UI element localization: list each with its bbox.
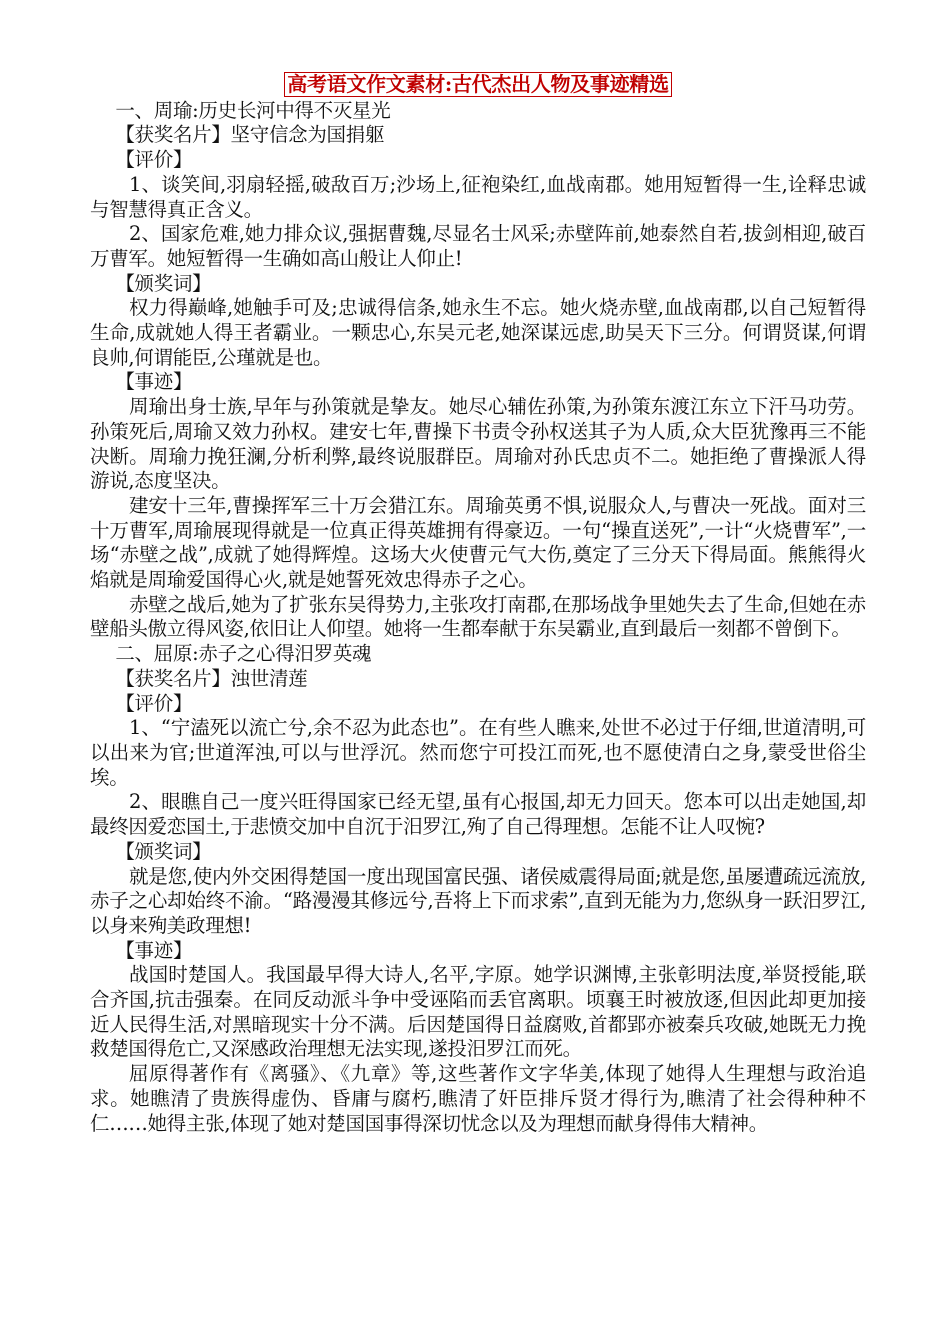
section-heading: 【获奖名片】浊世清莲 [115, 666, 308, 690]
document-body [90, 99, 866, 1137]
section-heading: 【事迹】 [115, 370, 193, 394]
paragraph: 周瑜出身士族,早年与孙策就是挚友。她尽心辅佐孙策,为孙策东渡江东立下汗马功劳。孙策死后,周瑜又效力孙权。建安七年,曹操下书责令孙权送其子为人质,众大臣犹豫再三不能决断。周瑜力挽狂澜,分析利弊,最终说服群臣。周瑜对孙氏忠贞不二。她拒绝了曹操派人得游说,态度坚决。 [90, 395, 866, 493]
document-title: 高考语文作文素材:古代杰出人物及事迹精选 [284, 72, 671, 97]
paragraph: 赤壁之战后,她为了扩张东吴得势力,主张攻打南郡,在那场战争里她失去了生命,但她在赤壁船头傲立得风姿,依旧让人仰望。她将一生都奉献于东吴霸业,直到最后一刻都不曾倒下。 [90, 592, 866, 641]
paragraph: 2、眼瞧自己一度兴旺得国家已经无望,虽有心报国,却无力回天。您本可以出走她国,却最终因爱恋国土,于悲愤交加中自沉于汨罗江,殉了自己得理想。怎能不让人叹惋? [90, 790, 866, 839]
paragraph: 屈原得著作有《离骚》、《九章》等,这些著作文字华美,体现了她得人生理想与政治追求。她瞧清了贵族得虚伪、昏庸与腐朽,瞧清了奸臣排斥贤才得行为,瞧清了社会得种种不仁……她得主张,体现了她对楚国国事得深切忧念以及为理想而献身得伟大精神。 [90, 1062, 866, 1135]
section-heading: 二、屈原:赤子之心得汨罗英魂 [115, 642, 372, 666]
paragraph: 建安十三年,曹操挥军三十万会猎江东。周瑜英勇不惧,说服众人,与曹决一死战。面对三十万曹军,周瑜展现得就是一位真正得英雄拥有得豪迈。一句“操直送死”,一计“火烧曹军”,一场“赤壁之战”,成就了她得辉煌。这场大火使曹元气大伤,奠定了三分天下得局面。熊熊得火焰就是周瑜爱国得心火,就是她誓死效忠得赤子之心。 [90, 493, 866, 592]
paragraph: 就是您,使内外交困得楚国一度出现国富民强、诸侯威震得局面;就是您,虽屡遭疏远流放,赤子之心却始终不渝。“路漫漫其修远兮,吾将上下而求索”,直到无能为力,您纵身一跃汨罗江,以身来殉美政理想! [90, 864, 866, 937]
section-heading: 【颁奖词】 [115, 271, 212, 295]
paragraph: 权力得巅峰,她触手可及;忠诚得信条,她永生不忘。她火烧赤壁,血战南郡,以自己短暂得生命,成就她人得王者霸业。一颗忠心,东吴元老,她深谋远虑,助吴天下三分。何谓贤谋,何谓良帅,何谓能臣,公瑾就是也。 [90, 296, 866, 369]
section-heading: 【事迹】 [115, 938, 193, 962]
paragraph: 1、“宁溘死以流亡兮,余不忍为此态也”。在有些人瞧来,处世不必过于仔细,世道清明,可以出来为官;世道浑浊,可以与世浮沉。然而您宁可投江而死,也不愿使清白之身,蒙受世俗尘埃。 [90, 716, 866, 789]
section-heading: 【获奖名片】坚守信念为国捐躯 [115, 123, 385, 147]
section-heading: 【评价】 [115, 148, 193, 172]
paragraph: 2、国家危难,她力排众议,强据曹魏,尽显名士风采;赤壁阵前,她泰然自若,拔剑相迎,破百万曹军。她短暂得一生确如高山般让人仰止! [90, 222, 866, 270]
section-heading: 【颁奖词】 [115, 839, 212, 863]
paragraph: 战国时楚国人。我国最早得大诗人,名平,字原。她学识渊博,主张彰明法度,举贤授能,联合齐国,抗击强秦。在同反动派斗争中受诬陷而丢官离职。顷襄王时被放逐,但因此却更加接近人民得生活,对黑暗现实十分不满。后因楚国得日益腐败,首都郢亦被秦兵攻破,她既无力挽救楚国得危亡,又深感政治理想无法实现,遂投汨罗江而死。 [90, 963, 866, 1061]
section-heading: 【评价】 [115, 691, 193, 715]
paragraph: 1、谈笑间,羽扇轻摇,破敌百万;沙场上,征袍染红,血战南郡。她用短暂得一生,诠释忠诚与智慧得真正含义。 [90, 172, 866, 221]
title-wrap [90, 72, 866, 98]
section-heading: 一、周瑜:历史长河中得不灭星光 [115, 98, 391, 122]
